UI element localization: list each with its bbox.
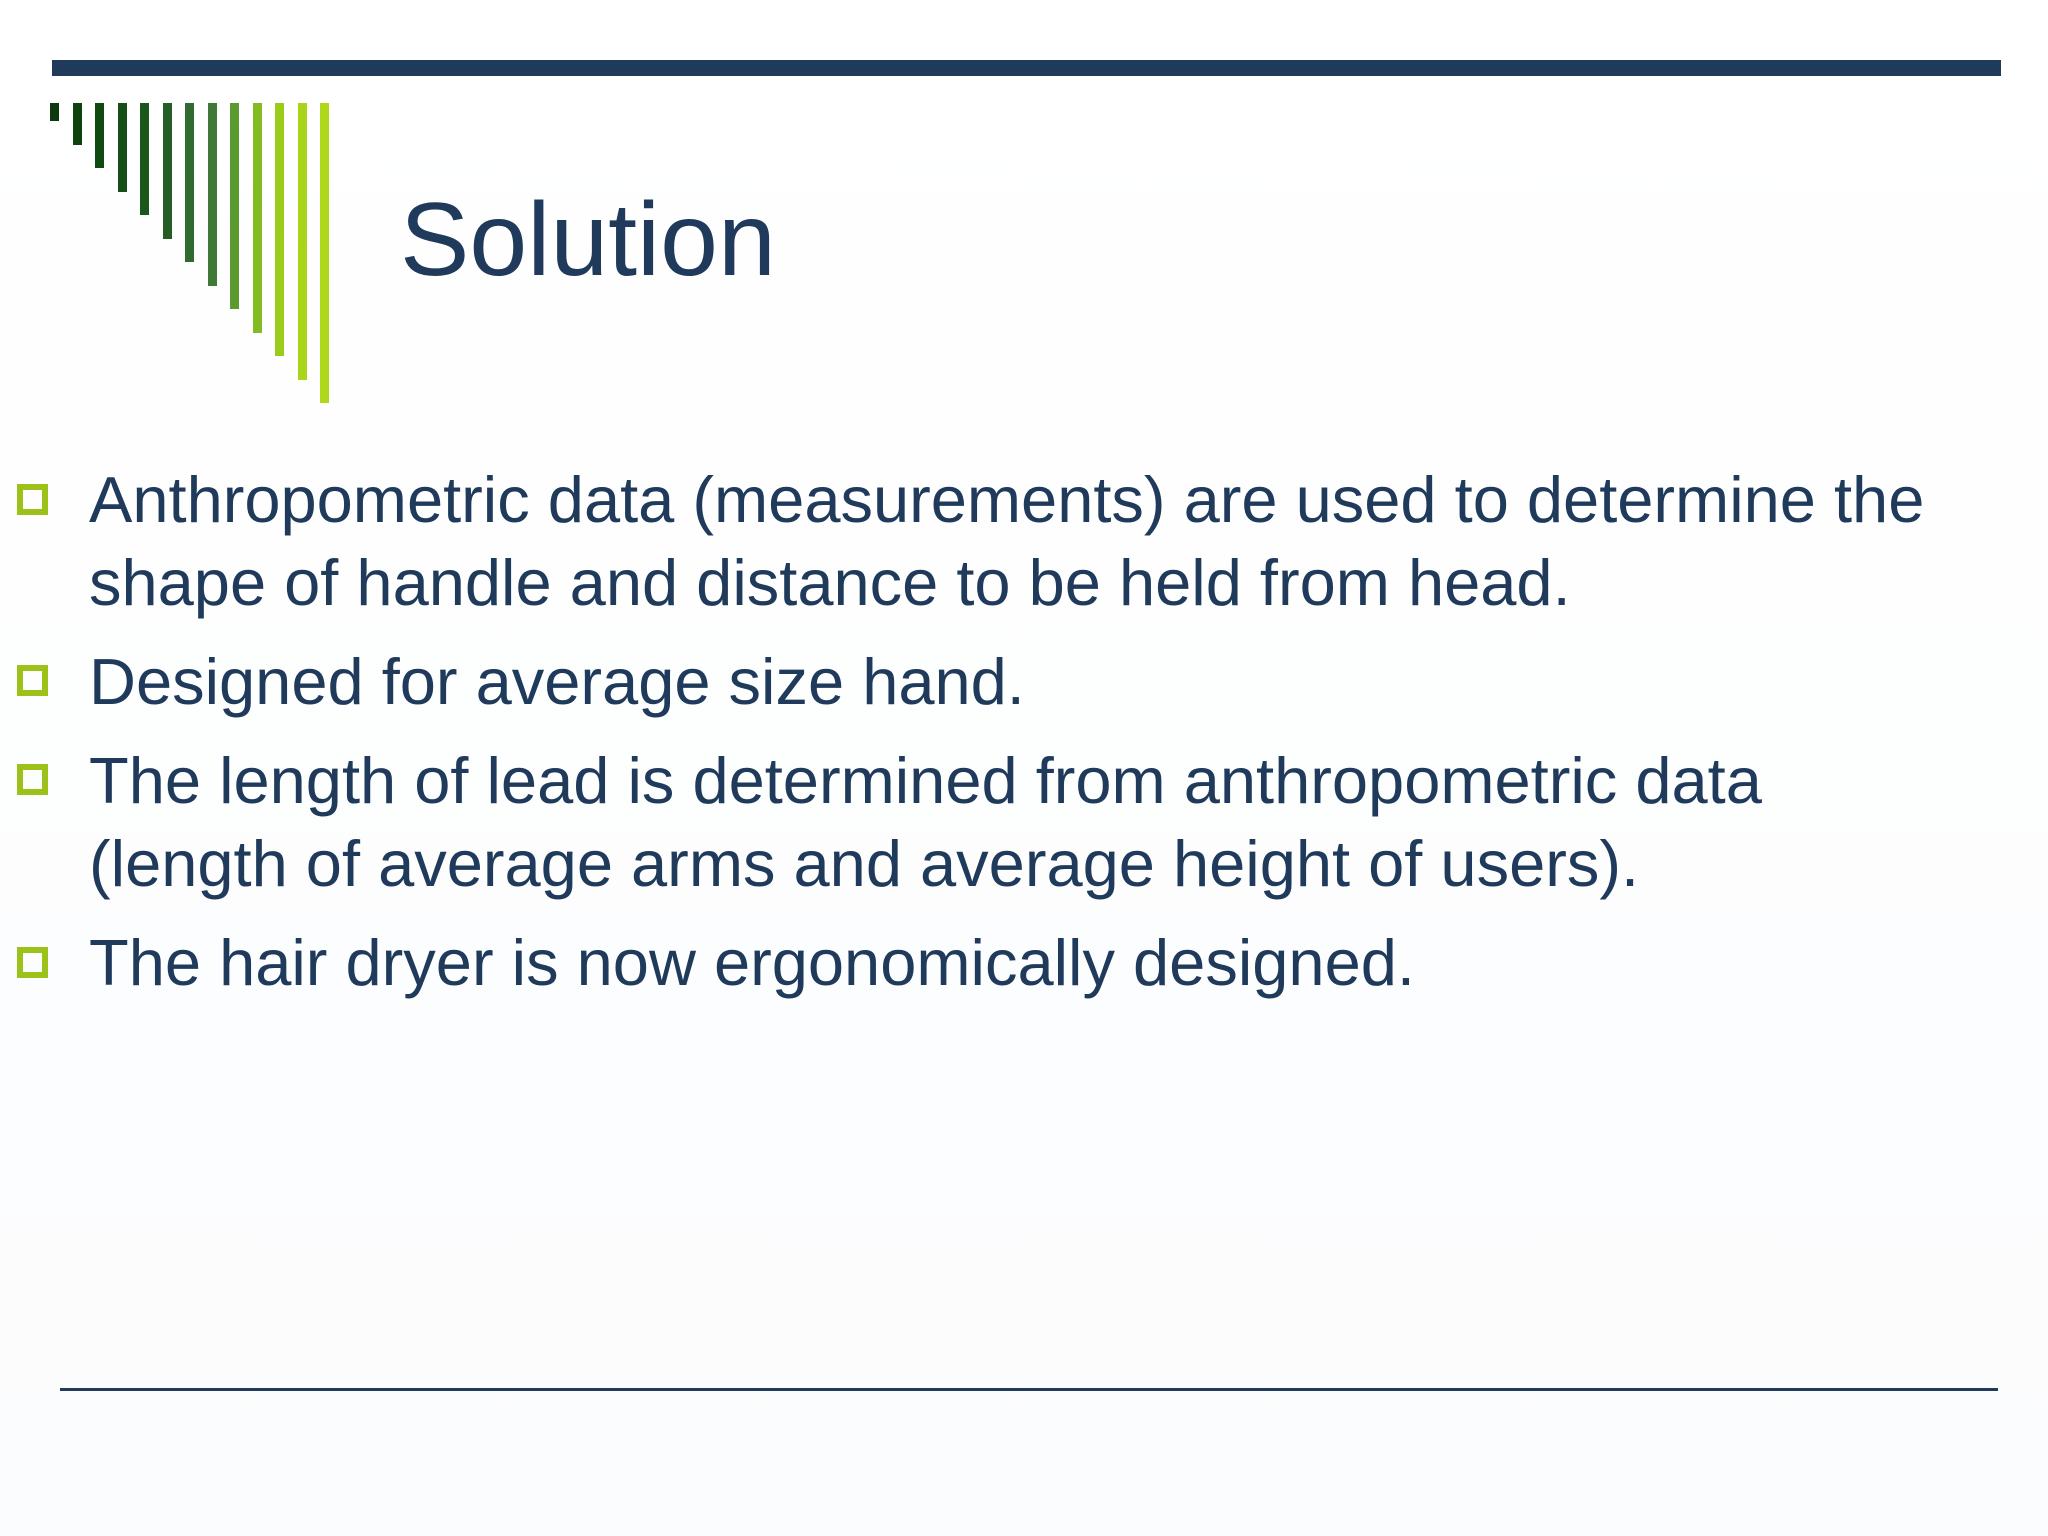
bullet-text: The length of lead is determined from anthropometric data (length of average arms and average height of users). — [89, 744, 1762, 900]
stripe-bar — [275, 103, 284, 356]
slide-title: Solution — [400, 182, 776, 298]
top-rule — [52, 60, 2001, 76]
square-bullet-icon — [17, 764, 48, 795]
stripe-bar — [320, 103, 329, 403]
square-bullet-icon — [17, 484, 48, 515]
stripe-bar — [95, 103, 104, 168]
stripe-bar — [253, 103, 262, 333]
stripe-bar — [50, 103, 59, 121]
stripe-bar — [185, 103, 194, 262]
bullet-text: The hair dryer is now ergonomically designed. — [89, 926, 1415, 999]
stripe-bar — [230, 103, 239, 309]
descending-green-stripes-decoration — [50, 103, 340, 423]
square-bullet-icon — [17, 947, 48, 978]
stripe-bar — [73, 103, 82, 145]
bullet-text: Designed for average size hand. — [89, 645, 1025, 718]
bottom-rule — [60, 1388, 1998, 1391]
bullet-text: Anthropometric data (measurements) are used to determine the shape of handle and distance to be held from head. — [89, 463, 1925, 619]
stripe-bar — [163, 103, 172, 239]
stripe-bar — [140, 103, 149, 215]
stripe-bar — [118, 103, 127, 192]
stripe-bar — [208, 103, 217, 286]
square-bullet-icon — [17, 665, 48, 696]
stripe-bar — [298, 103, 307, 380]
